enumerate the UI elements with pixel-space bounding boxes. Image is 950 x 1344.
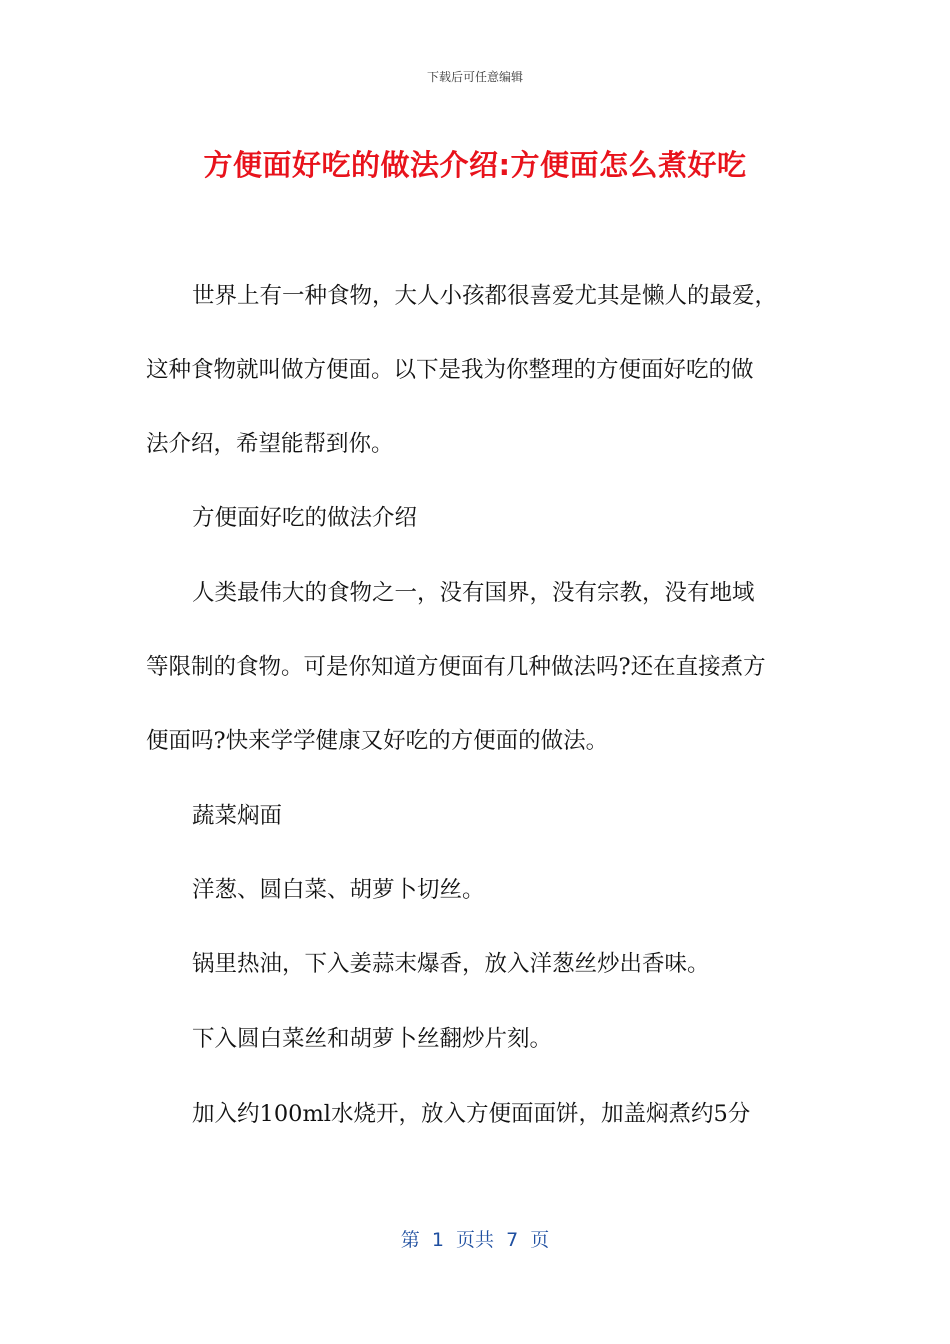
paragraph-line-7: 便面吗?快来学学健康又好吃的方便面的做法。 xyxy=(146,728,609,754)
step-line-2: 锅里热油，下入姜蒜末爆香，放入洋葱丝炒出香味。 xyxy=(192,951,710,977)
step-line-1: 洋葱、圆白菜、胡萝卜切丝。 xyxy=(192,877,485,903)
document-title: 方便面好吃的做法介绍:方便面怎么煮好吃 xyxy=(203,148,747,182)
paragraph-line-2: 这种食物就叫做方便面。以下是我为你整理的方便面好吃的做 xyxy=(146,357,754,383)
paragraph-line-1: 世界上有一种食物，大人小孩都很喜爱尤其是懒人的最爱， xyxy=(192,283,778,309)
step-line-3: 下入圆白菜丝和胡萝卜丝翻炒片刻。 xyxy=(192,1026,553,1052)
paragraph-line-6: 等限制的食物。可是你知道方便面有几种做法吗?还在直接煮方 xyxy=(146,654,766,680)
step-line-4: 加入约100ml水烧开，放入方便面面饼，加盖焖煮约5分 xyxy=(192,1101,751,1127)
header-note: 下载后可任意编辑 xyxy=(426,70,523,84)
section-heading-intro: 方便面好吃的做法介绍 xyxy=(192,505,418,531)
section-heading-vegetable-noodles: 蔬菜焖面 xyxy=(192,803,283,829)
paragraph-line-5: 人类最伟大的食物之一，没有国界，没有宗教，没有地域 xyxy=(192,580,755,606)
page-number-footer: 第 1 页共 7 页 xyxy=(400,1229,550,1251)
paragraph-line-3: 法介绍，希望能帮到你。 xyxy=(146,431,394,457)
